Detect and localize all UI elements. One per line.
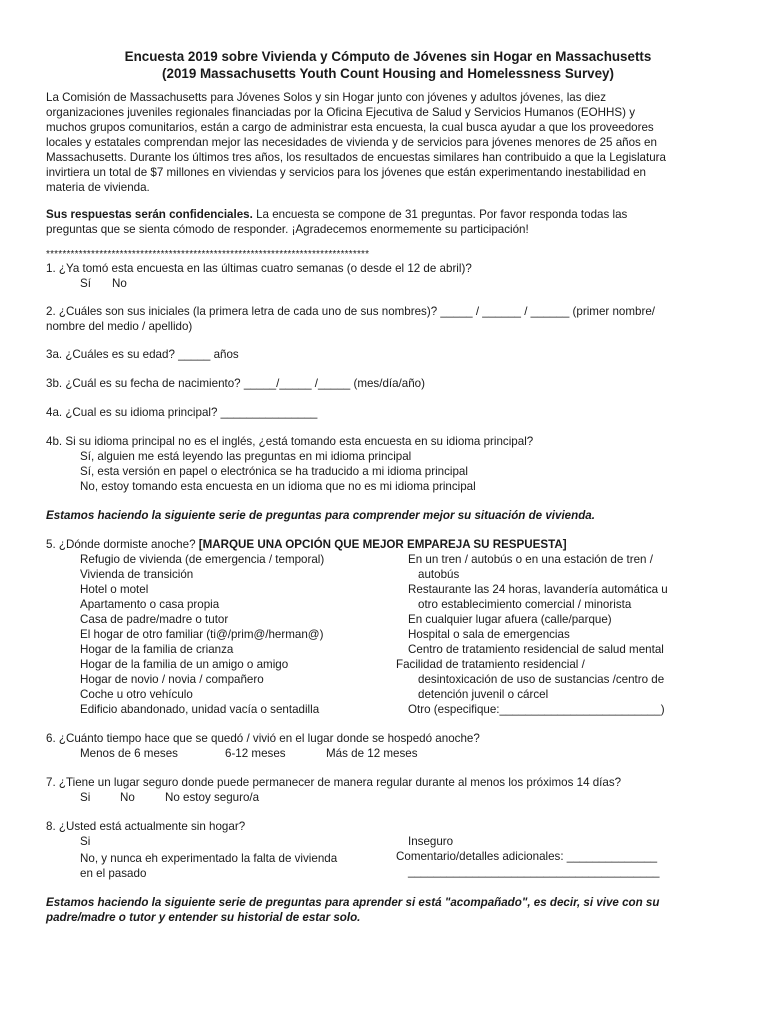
survey-title xyxy=(46,48,730,82)
intro-paragraph xyxy=(46,90,730,195)
question-6 xyxy=(46,731,730,761)
survey-page xyxy=(46,48,730,925)
q8-option[interactable]: Inseguro xyxy=(408,835,454,848)
question-1-text: 1. ¿Ya tomó esta encuesta en las últimas cuatro semanas (o desde el 12 de abril)? xyxy=(46,262,472,275)
question-2 xyxy=(46,304,730,334)
q4b-option[interactable]: No, estoy tomando esta encuesta en un idioma que no es mi idioma principal xyxy=(80,480,476,493)
q6-option[interactable]: Menos de 6 meses xyxy=(80,747,178,760)
question-3b[interactable]: 3b. ¿Cuál es su fecha de nacimiento? _____/_____ /_____ (mes/día/año) xyxy=(46,377,425,390)
q5-option-other[interactable]: Otro (especifique:_________________________) xyxy=(408,703,665,716)
section2-line-1: Estamos haciendo la siguiente serie de preguntas para aprender si está "acompañado", es decir, si vive con su xyxy=(46,896,660,909)
q8-comments[interactable]: Comentario/detalles adicionales: ______________ xyxy=(396,850,658,863)
q1-option-no[interactable]: No xyxy=(112,277,127,290)
section-heading-accompanied xyxy=(46,895,730,925)
confidential-note xyxy=(46,207,730,237)
q7-option[interactable]: Si xyxy=(80,791,91,804)
q6-option[interactable]: 6-12 meses xyxy=(225,747,286,760)
q4b-option[interactable]: Sí, esta versión en papel o electrónica se ha traducido a mi idioma principal xyxy=(80,465,468,478)
intro-line: locales y estatales comprendan mejor las necesidades de vivienda y de servicios para jóvenes menores de 25 años en xyxy=(46,136,657,149)
q5-option[interactable]: En un tren / autobús o en una estación de tren / xyxy=(408,553,653,566)
q5-option[interactable]: Apartamento o casa propia xyxy=(80,598,220,611)
section2-line-2: padre/madre o tutor y entender su historial de estar solo. xyxy=(46,911,361,924)
intro-line: La Comisión de Massachusetts para Jóvenes Solos y sin Hogar junto con jóvenes y adultos jóvenes, las diez xyxy=(46,91,607,104)
q5-option[interactable]: Casa de padre/madre o tutor xyxy=(80,613,229,626)
question-2-line-2: nombre del medio / apellido) xyxy=(46,320,193,333)
intro-line: invirtiera un total de $7 millones en viviendas y servicios para los jóvenes que están experimentando inestabilidad en xyxy=(46,166,647,179)
q5-option[interactable]: Refugio de vivienda (de emergencia / temporal) xyxy=(80,553,325,566)
question-2-line-1[interactable]: 2. ¿Cuáles son sus iniciales (la primera letra de cada uno de sus nombres)? _____ / ______ / ______ (primer nombre/ xyxy=(46,305,656,318)
question-5 xyxy=(46,537,730,717)
intro-line: organizaciones juveniles regionales financiadas por la Oficina Ejecutiva de Salud y Servicios Humanos (EOHHS) y xyxy=(46,106,635,119)
question-6-text: 6. ¿Cuánto tiempo hace que se quedó / vivió en el lugar donde se hospedó anoche? xyxy=(46,732,480,745)
question-4a[interactable]: 4a. ¿Cual es su idioma principal? _______________ xyxy=(46,406,318,419)
section-heading-housing: Estamos haciendo la siguiente serie de preguntas para comprender mejor su situación de vivienda. xyxy=(46,509,595,522)
confidential-line-2: preguntas que se sienta cómodo de responder. ¡Agradecemos enormemente su participación! xyxy=(46,223,529,236)
intro-line: Massachusetts. Durante los últimos tres años, los resultados de encuestas similares han contribuido a que la Legislatura xyxy=(46,151,666,164)
q5-option[interactable]: Facilidad de tratamiento residencial / xyxy=(396,658,585,671)
q5-option[interactable]: Hospital o sala de emergencias xyxy=(408,628,570,641)
q5-option[interactable]: Hogar de novio / novia / compañero xyxy=(80,673,264,686)
q5-option[interactable]: Restaurante las 24 horas, lavandería automática u xyxy=(408,583,668,596)
question-7-text: 7. ¿Tiene un lugar seguro donde puede permanecer de manera regular durante al menos los próximos 14 días? xyxy=(46,776,622,789)
confidential-bold: Sus respuestas serán confidenciales. xyxy=(46,208,253,221)
title-line-2: (2019 Massachusetts Youth Count Housing and Homelessness Survey) xyxy=(162,66,614,81)
question-5-text: 5. ¿Dónde dormiste anoche? xyxy=(46,538,199,551)
q5-option-cont: detención juvenil o cárcel xyxy=(418,688,549,701)
q5-option[interactable]: Hotel o motel xyxy=(80,583,149,596)
intro-line: muchos grupos comunitarios, están a cargo de administrar esta encuesta, la cual busca ayudar a que los proveedores xyxy=(46,121,654,134)
question-3a[interactable]: 3a. ¿Cuáles es su edad? _____ años xyxy=(46,348,239,361)
q6-option[interactable]: Más de 12 meses xyxy=(326,747,418,760)
q5-option[interactable]: Hogar de la familia de un amigo o amigo xyxy=(80,658,289,671)
q7-option[interactable]: No xyxy=(120,791,135,804)
q7-option[interactable]: No estoy seguro/a xyxy=(165,791,260,804)
q5-option[interactable]: Vivienda de transición xyxy=(80,568,194,581)
q5-option-cont: autobús xyxy=(418,568,460,581)
q8-option-cont: en el pasado xyxy=(80,867,147,880)
confidential-text: La encuesta se compone de 31 preguntas. Por favor responda todas las xyxy=(252,208,628,221)
q5-options-left xyxy=(46,552,396,717)
q8-option[interactable]: Si xyxy=(80,835,91,848)
q1-option-yes[interactable]: Sí xyxy=(80,277,91,290)
question-1 xyxy=(46,261,730,291)
question-8-text: 8. ¿Usted está actualmente sin hogar? xyxy=(46,820,246,833)
q5-options-right xyxy=(396,552,730,717)
question-5-instruction: [MARQUE UNA OPCIÓN QUE MEJOR EMPAREJA SU RESPUESTA] xyxy=(198,538,567,551)
q4b-option[interactable]: Sí, alguien me está leyendo las preguntas en mi idioma principal xyxy=(80,450,412,463)
q5-option[interactable]: Coche u otro vehículo xyxy=(80,688,193,701)
q5-option-cont: otro establecimiento comercial / minorista xyxy=(418,598,632,611)
q8-comments-line[interactable]: _______________________________________ xyxy=(408,865,660,878)
intro-line: materia de vivienda. xyxy=(46,181,150,194)
question-7 xyxy=(46,775,730,805)
title-line-1: Encuesta 2019 sobre Vivienda y Cómputo de Jóvenes sin Hogar en Massachusetts xyxy=(124,49,652,64)
question-4b xyxy=(46,434,730,494)
question-4b-text: 4b. Si su idioma principal no es el inglés, ¿está tomando esta encuesta en su idioma principal? xyxy=(46,435,534,448)
q5-option[interactable]: Edificio abandonado, unidad vacía o sentadilla xyxy=(80,703,320,716)
divider: ******************************************************************************* xyxy=(46,249,370,260)
q5-option[interactable]: En cualquier lugar afuera (calle/parque) xyxy=(408,613,612,626)
q5-option[interactable]: Hogar de la familia de crianza xyxy=(80,643,234,656)
question-8 xyxy=(46,819,730,881)
q8-option[interactable]: No, y nunca eh experimentado la falta de vivienda xyxy=(80,852,338,865)
q5-option-cont: desintoxicación de uso de sustancias /centro de xyxy=(418,673,665,686)
q5-option[interactable]: Centro de tratamiento residencial de salud mental xyxy=(408,643,664,656)
q5-option[interactable]: El hogar de otro familiar (ti@/prim@/herman@) xyxy=(80,628,324,641)
